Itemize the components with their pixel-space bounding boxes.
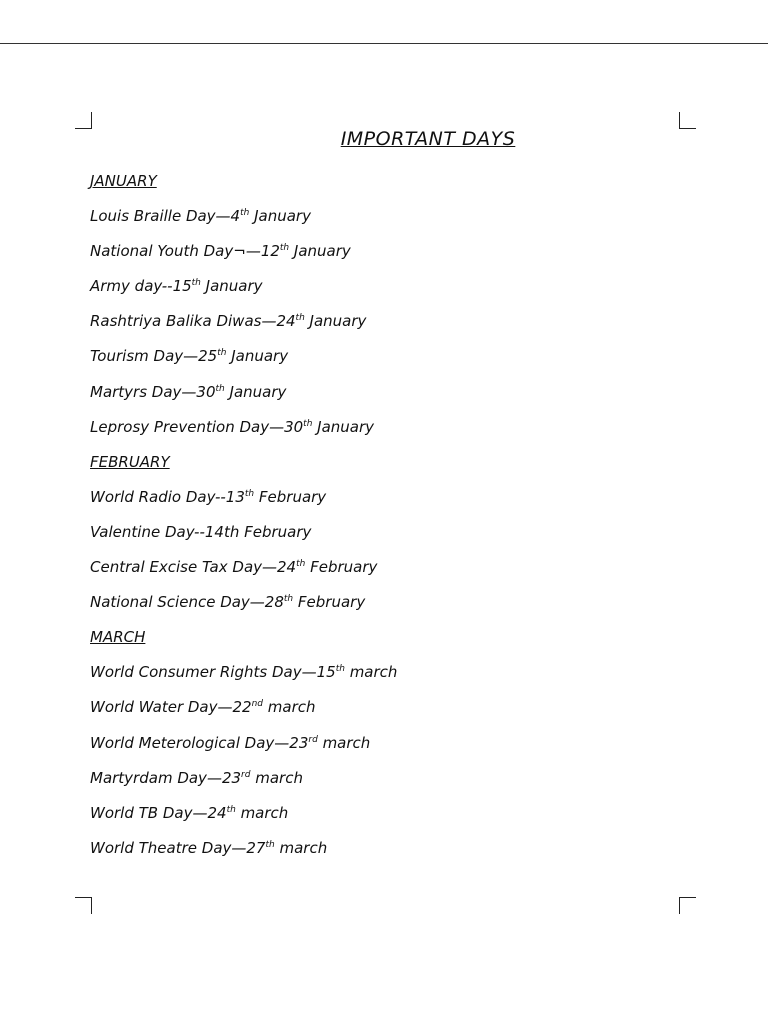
list-item (90, 837, 690, 872)
day-name: World Radio Day--13 (90, 487, 245, 506)
crop-mark-bottom-right (679, 897, 696, 914)
ordinal-suffix: th (215, 383, 225, 394)
day-name: Martyrs Day—30 (90, 382, 216, 401)
list-item (90, 591, 690, 626)
ordinal-suffix: th (283, 594, 294, 605)
ordinal-suffix: th (279, 243, 290, 254)
day-month: march (250, 768, 303, 787)
day-month: march (344, 663, 398, 682)
day-month: January (289, 242, 351, 261)
month-heading-january: JANUARY (90, 172, 157, 190)
page-title: IMPORTANT DAYS (340, 128, 516, 150)
ordinal-suffix: th (296, 559, 306, 570)
crop-mark-bottom-left (75, 897, 92, 914)
month-heading-march: MARCH (90, 628, 146, 647)
list-item (90, 416, 690, 451)
ordinal-suffix: th (303, 418, 313, 429)
ordinal-suffix: th (240, 208, 250, 219)
list-item (90, 381, 690, 416)
day-name: National Youth Day¬—12 (90, 242, 280, 261)
list-item (90, 486, 690, 521)
list-item (90, 240, 690, 275)
list-item (90, 802, 690, 837)
day-name: National Science Day—28 (90, 593, 284, 612)
day-name: Leprosy Prevention Day—30 (90, 417, 304, 436)
ordinal-suffix: nd (251, 699, 264, 710)
day-month: January (249, 207, 311, 226)
ordinal-suffix: th (295, 313, 305, 324)
day-name: World Meterological Day—23 (90, 733, 309, 752)
day-name: World Water Day—22 (90, 698, 252, 717)
ordinal-suffix: th (226, 804, 236, 815)
day-month: January (312, 417, 375, 436)
month-heading-february: FEBRUARY (90, 452, 170, 471)
ordinal-suffix: th (191, 278, 201, 289)
day-name: World Consumer Rights Day—15 (90, 663, 336, 682)
list-item (90, 310, 690, 345)
day-month: January (224, 382, 287, 401)
list-item (90, 732, 690, 767)
day-month: march (235, 803, 289, 822)
day-month: march (274, 838, 328, 857)
list-item (90, 521, 690, 556)
list-item (90, 205, 690, 240)
crop-mark-top-right (679, 112, 696, 129)
day-name: World Theatre Day—27 (90, 838, 266, 857)
list-item (90, 661, 690, 696)
document-body (90, 170, 690, 872)
crop-mark-top-left (75, 112, 92, 129)
ordinal-suffix: th (244, 488, 255, 499)
day-month: march (263, 698, 316, 717)
list-item (90, 696, 690, 731)
ordinal-suffix: th (265, 839, 275, 850)
ordinal-suffix: th (335, 664, 345, 675)
ordinal-suffix: rd (241, 769, 251, 780)
ordinal-suffix: rd (308, 734, 318, 745)
day-month: February (254, 487, 327, 506)
day-month: February (293, 593, 366, 612)
ordinal-suffix: th (217, 348, 227, 359)
day-name: Tourism Day—25 (90, 347, 218, 366)
day-name: Valentine Day--14th February (90, 522, 312, 541)
day-month: February (305, 558, 378, 577)
day-month: January (200, 277, 263, 296)
day-month: march (317, 733, 371, 752)
day-name: World TB Day—24 (90, 803, 227, 822)
top-rule (0, 43, 768, 44)
list-item (90, 767, 690, 802)
day-name: Army day--15 (90, 277, 192, 296)
day-month: January (304, 312, 367, 331)
day-name: Rashtriya Balika Diwas—24 (90, 312, 296, 331)
list-item (90, 275, 690, 310)
day-name: Louis Braille Day—4 (90, 207, 241, 226)
day-name: Central Excise Tax Day—24 (90, 558, 297, 577)
day-month: January (226, 347, 289, 366)
list-item (90, 345, 690, 380)
list-item (90, 556, 690, 591)
day-name: Martyrdam Day—23 (90, 768, 242, 787)
